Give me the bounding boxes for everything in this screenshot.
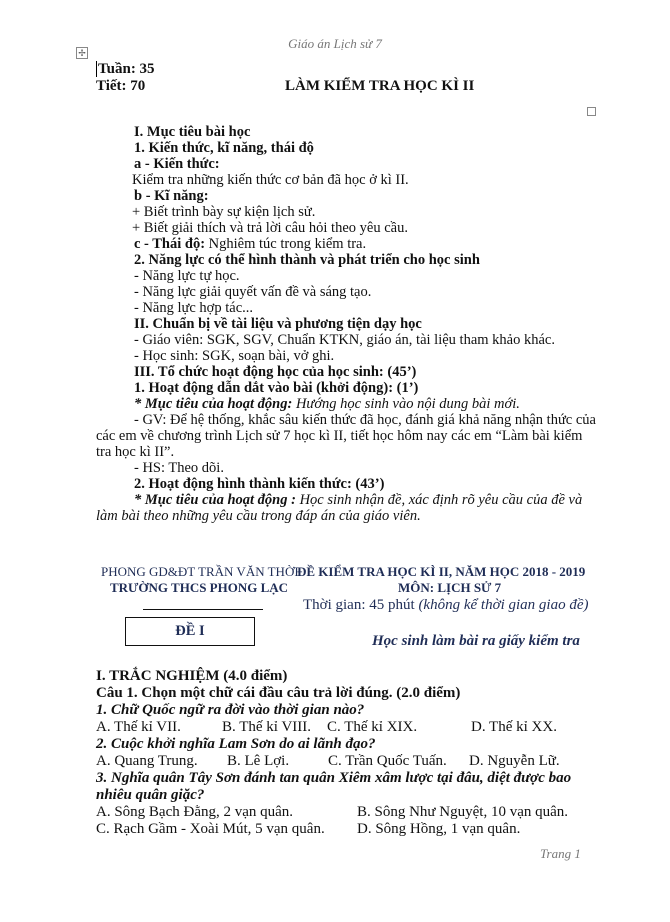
table-move-handle-icon[interactable]: ✢ [76, 47, 88, 59]
competency-item: - Năng lực hợp tác... [134, 300, 254, 316]
activity2-goal [134, 492, 582, 508]
activity1-hs: - HS: Theo dõi. [134, 460, 224, 476]
option: A. Quang Trung. [96, 753, 198, 769]
option: B. Lê Lợi. [227, 753, 290, 769]
exam-section: I. TRẮC NGHIỆM (4.0 điểm) [96, 668, 288, 684]
competency-item: - Năng lực giải quyết vấn đề và sáng tạo. [134, 284, 372, 300]
signature-rule [143, 609, 263, 610]
question-text: 2. Cuộc khởi nghĩa Lam Sơn do ai lãnh đạo? [96, 736, 376, 752]
question-text: 3. Nghĩa quân Tây Sơn đánh tan quân Xiêm xâm lược tại đâu, diệt được bao [96, 770, 572, 786]
exam-time-label: Thời gian: 45 phút [303, 597, 419, 613]
question-text-cont: nhiêu quân giặc? [96, 787, 205, 803]
objectives-sub2: 2. Năng lực có thể hình thành và phát triển cho học sinh [134, 252, 480, 268]
table-resize-handle-icon[interactable] [587, 107, 596, 116]
preparation-teacher: - Giáo viên: SGK, SGV, Chuẩn KTKN, giáo án, tài liệu tham khảo khác. [134, 332, 555, 348]
period-label: Tiết: 70 [96, 78, 146, 94]
activity1-gv-line: tra học kì II”. [96, 444, 175, 460]
option: A. Sông Bạch Đằng, 2 vạn quân. [96, 804, 294, 820]
activity2-goal-text-cont: làm bài theo những yêu cầu trong đáp án của giáo viên. [96, 508, 421, 524]
option: A. Thế kỉ VII. [96, 719, 181, 735]
option: D. Sông Hồng, 1 vạn quân. [357, 821, 521, 837]
objectives-heading: I. Mục tiêu bài học [134, 124, 251, 140]
exam-time-note: (không kể thời gian giao đề) [418, 597, 589, 613]
preparation-student: - Học sinh: SGK, soạn bài, vở ghi. [134, 348, 335, 364]
page-number: Trang 1 [540, 846, 581, 861]
attitude-line [134, 236, 366, 252]
exam-instruction: Học sinh làm bài ra giấy kiểm tra [372, 633, 580, 649]
exam-subject: MÔN: LỊCH SỬ 7 [398, 580, 502, 595]
activities-heading: III. Tổ chức hoạt động học của học sinh: (45’) [134, 364, 417, 380]
activity1-goal-label: * Mục tiêu của hoạt động: [134, 396, 293, 412]
week-text: Tuần: 35 [98, 61, 155, 77]
activity2-goal-label: * Mục tiêu của hoạt động : [134, 492, 296, 508]
activity2-title: 2. Hoạt động hình thành kiến thức: (43’) [134, 476, 385, 492]
option: B. Thế kỉ VIII. [222, 719, 312, 735]
exam-school: TRƯỜNG THCS PHONG LẠC [110, 580, 289, 595]
knowledge-label: a - Kiến thức: [134, 156, 220, 172]
attitude-text: Nghiêm túc trong kiểm tra. [205, 236, 367, 252]
objectives-sub1: 1. Kiến thức, kĩ năng, thái độ [134, 140, 314, 156]
exam-title: ĐỀ KIỂM TRA HỌC KÌ II, NĂM HỌC 2018 - 2019 [297, 564, 586, 579]
lesson-title: LÀM KIỂM TRA HỌC KÌ II [285, 78, 475, 94]
skills-label: b - Kĩ năng: [134, 188, 209, 204]
exam-code-box: ĐỀ I [125, 617, 255, 646]
option: C. Thế kỉ XIX. [327, 719, 418, 735]
option: B. Sông Như Nguyệt, 10 vạn quân. [357, 804, 569, 820]
activity1-gv-line: các em về chương trình Lịch sử 7 học kì II, tiết học hôm nay các em “Làm bài kiểm [96, 428, 583, 444]
option: C. Rạch Gầm - Xoài Mút, 5 vạn quân. [96, 821, 325, 837]
preparation-heading: II. Chuẩn bị về tài liệu và phương tiện dạy học [134, 316, 422, 332]
competency-item: - Năng lực tự học. [134, 268, 240, 284]
skill-item: + Biết trình bày sự kiện lịch sử. [132, 204, 316, 220]
week-label [96, 61, 155, 77]
option: D. Thế kỉ XX. [471, 719, 557, 735]
activity1-goal [134, 396, 520, 412]
exam-time [303, 597, 588, 613]
running-header: Giáo án Lịch sử 7 [288, 36, 382, 51]
activity1-goal-text: Hướng học sinh vào nội dung bài mới. [292, 396, 520, 412]
skill-item: + Biết giải thích và trả lời câu hỏi theo yêu cầu. [132, 220, 408, 236]
exam-dept: PHONG GD&ĐT TRẦN VĂN THỜI [101, 564, 299, 579]
activity2-goal-text: Học sinh nhận đề, xác định rõ yêu cầu của đề và [295, 492, 583, 508]
knowledge-text: Kiểm tra những kiến thức cơ bản đã học ở kì II. [132, 172, 409, 188]
question1-heading: Câu 1. Chọn một chữ cái đầu câu trả lời đúng. (2.0 điểm) [96, 685, 461, 701]
option: D. Nguyễn Lữ. [469, 753, 560, 769]
option: C. Trần Quốc Tuấn. [328, 753, 447, 769]
activity1-title: 1. Hoạt động dẫn dắt vào bài (khởi động): (1’) [134, 380, 419, 396]
activity1-gv-line: - GV: Để hệ thống, khắc sâu kiến thức đã học, đánh giá khả năng nhận thức của [134, 412, 596, 428]
question-text: 1. Chữ Quốc ngữ ra đời vào thời gian nào? [96, 702, 365, 718]
attitude-label: c - Thái độ: [134, 236, 206, 252]
